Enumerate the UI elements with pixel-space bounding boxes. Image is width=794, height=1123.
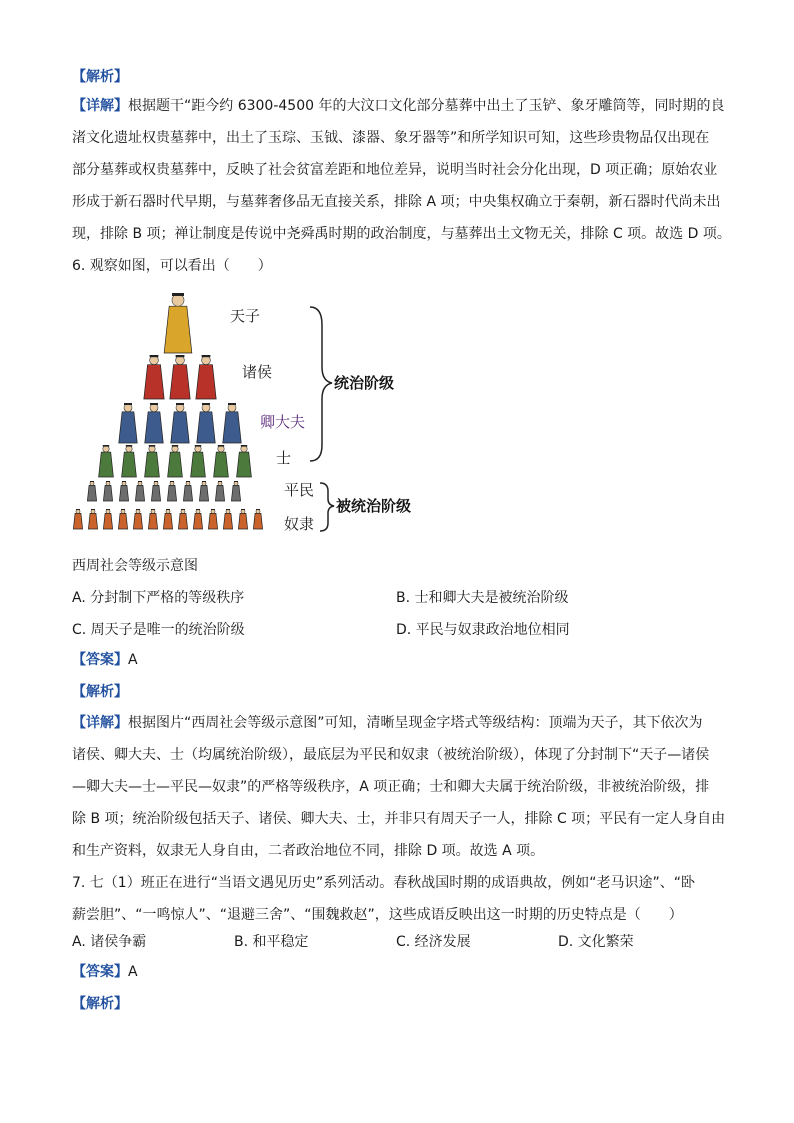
shi-figure [214, 445, 229, 477]
detail-text: 根据题干“距今约 6300-4500 年的大汶口文化部分墓葬中出土了玉铲、象牙雕筒等，同时期的良 [128, 98, 725, 114]
slave-figure [178, 509, 187, 529]
detail-paragraph-line: 诸侯、卿大夫、士（均属统治阶级），最底层为平民和奴隶（被统治阶级），体现了分封制下“天子—诸侯 [72, 747, 710, 763]
detail-paragraph-line: 渚文化遗址权贵墓葬中，出土了玉琮、玉钺、漆器、象牙器等”和所学知识可知，这些珍贵物品仅出现在 [72, 130, 710, 146]
label-nuli: 奴隶 [284, 515, 315, 533]
minister-figure [197, 403, 215, 443]
shi-figure [168, 445, 183, 477]
minister-figure [171, 403, 189, 443]
detail-paragraph-line [72, 96, 724, 116]
answer-tag: 【答案】 [72, 964, 128, 980]
analysis-tag: 【解析】 [72, 69, 128, 85]
detail-paragraph-line: —卿大夫—士—平民—奴隶”的严格等级秩序，A 项正确；士和卿大夫属于统治阶级，非被统治阶级，排 [72, 779, 710, 795]
minister-figure [119, 403, 137, 443]
q7-answer [72, 962, 724, 982]
detail-label: 【详解】 [72, 98, 128, 114]
noble-figure [170, 355, 190, 399]
minister-figure [145, 403, 163, 443]
emperor-figure [164, 293, 192, 353]
figure-caption: 西周社会等级示意图 [72, 558, 198, 574]
pyramid-illustration [70, 285, 430, 540]
label-tianzi: 天子 [230, 307, 261, 325]
label-shi: 士 [276, 449, 292, 467]
q6-option-a: A. 分封制下严格的等级秩序 [72, 590, 245, 606]
detail-text: 根据图片“西周社会等级示意图”可知，清晰呈现金字塔式等级结构：顶端为天子，其下依次为 [128, 715, 703, 731]
detail-label: 【详解】 [72, 715, 128, 731]
minister-figure [223, 403, 241, 443]
label-zhuhou: 诸侯 [242, 363, 273, 381]
label-ruled-class: 被统治阶级 [336, 497, 412, 515]
analysis-tag: 【解析】 [72, 996, 128, 1012]
commoner-figure [135, 481, 144, 501]
commoner-figure [87, 481, 96, 501]
detail-paragraph-line: 现，排除 B 项；禅让制度是传说中尧舜禹时期的政治制度，与墓葬出土文物无关，排除 C 项。故选 D 项。 [72, 226, 731, 242]
label-pingmin: 平民 [284, 481, 315, 499]
slave-figure [73, 509, 82, 529]
detail-paragraph-line [72, 713, 724, 733]
slave-figure [118, 509, 127, 529]
q7-option-d: D. 文化繁荣 [558, 934, 634, 950]
shi-figure [99, 445, 114, 477]
question-7-stem-line: 薪尝胆”、“一鸣惊人”、“退避三舍”、“围魏救赵”，这些成语反映出这一时期的历史特点是（ ） [72, 907, 683, 923]
detail-paragraph-line: 除 B 项；统治阶级包括天子、诸侯、卿大夫、士，并非只有周天子一人，排除 C 项；平民有一定人身自由 [72, 811, 726, 827]
answer-tag: 【答案】 [72, 652, 128, 668]
noble-figure [144, 355, 164, 399]
question-6-stem: 6. 观察如图，可以看出（ ） [72, 258, 272, 274]
slave-figure [148, 509, 157, 529]
ruled-brace [320, 483, 334, 531]
detail-paragraph-line: 部分墓葬或权贵墓葬中，反映了社会贫富差距和地位差异，说明当时社会分化出现，D 项正确；原始农业 [72, 162, 718, 178]
slave-figure [163, 509, 172, 529]
answer-value: A [128, 652, 138, 668]
commoner-figure [103, 481, 112, 501]
commoner-figure [167, 481, 176, 501]
shi-figure [191, 445, 206, 477]
shi-figure [122, 445, 137, 477]
label-qingdafu: 卿大夫 [260, 413, 306, 431]
commoner-figure [231, 481, 240, 501]
slave-figure [193, 509, 202, 529]
commoner-figure [119, 481, 128, 501]
commoner-figure [151, 481, 160, 501]
slave-figure [253, 509, 262, 529]
q6-option-c: C. 周天子是唯一的统治阶级 [72, 622, 245, 638]
slave-figure [208, 509, 217, 529]
analysis-tag: 【解析】 [72, 684, 128, 700]
people-pyramid [73, 293, 262, 529]
commoner-figure [199, 481, 208, 501]
q7-option-a: A. 诸侯争霸 [72, 934, 147, 950]
q7-option-b: B. 和平稳定 [234, 934, 309, 950]
q7-option-c: C. 经济发展 [396, 934, 471, 950]
noble-figure [196, 355, 216, 399]
slave-figure [88, 509, 97, 529]
slave-figure [133, 509, 142, 529]
label-ruling-class: 统治阶级 [334, 374, 395, 392]
hierarchy-figure [70, 285, 430, 540]
shi-figure [237, 445, 252, 477]
q6-option-d: D. 平民与奴隶政治地位相同 [396, 622, 570, 638]
question-7-stem-line: 7. 七（1）班正在进行“当语文遇见历史”系列活动。春秋战国时期的成语典故，例如“老马识途”、“卧 [72, 875, 695, 891]
detail-paragraph-line: 和生产资料，奴隶无人身自由，二者政治地位不同，排除 D 项。故选 A 项。 [72, 843, 545, 859]
detail-paragraph-line: 形成于新石器时代早期，与墓葬奢侈品无直接关系，排除 A 项；中央集权确立于秦朝，新石器时代尚未出 [72, 194, 721, 210]
slave-figure [238, 509, 247, 529]
commoner-figure [183, 481, 192, 501]
shi-figure [145, 445, 160, 477]
slave-figure [103, 509, 112, 529]
commoner-figure [215, 481, 224, 501]
q6-answer [72, 650, 724, 670]
answer-value: A [128, 964, 138, 980]
ruling-brace [310, 307, 332, 461]
slave-figure [223, 509, 232, 529]
q6-option-b: B. 士和卿大夫是被统治阶级 [396, 590, 569, 606]
